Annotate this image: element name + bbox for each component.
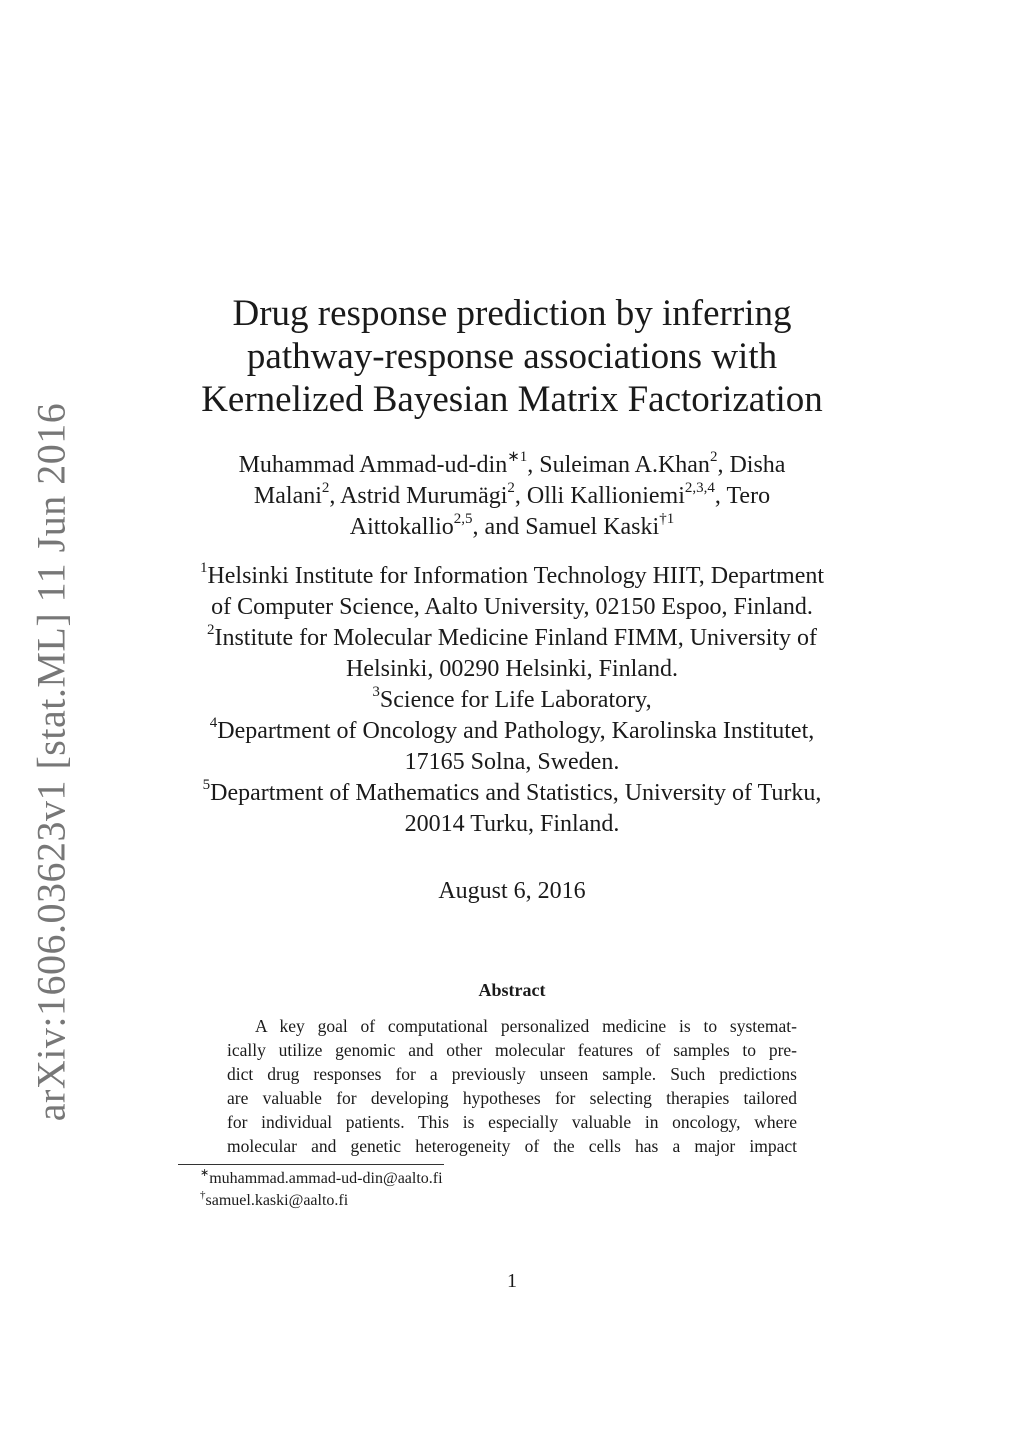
page-number: 1 [507,1270,517,1292]
affiliation-line: 20014 Turku, Finland. [404,811,620,837]
affiliation-line: 17165 Solna, Sweden. [404,749,620,775]
affiliation-text: Science for Life Laboratory, [379,687,652,713]
affiliation-line [120,623,904,654]
affiliation-line: of Computer Science, Aalto University, 02150 Espoo, Finland. [211,594,813,620]
author-name: , and Samuel Kaski [472,514,660,540]
affiliation-line: Helsinki, 00290 Helsinki, Finland. [346,656,678,682]
author-name: , Tero [714,483,771,509]
abstract-line: ically utilize genomic and other molecular features of samples to pre- [227,1040,797,1060]
abstract-body [227,1014,797,1158]
abstract-heading: Abstract [478,980,546,1000]
author-name: , Suleiman A.Khan [527,452,710,478]
affiliation-number: 5 [202,777,211,793]
title-line: Drug response prediction by inferring [232,293,792,334]
affiliation-number: 3 [372,684,380,700]
author-affiliation-mark: 2 [507,480,515,496]
affiliation-text: Helsinki Institute for Information Technology HIIT, Department [207,563,825,589]
abstract-line: dict drug responses for a previously unseen sample. Such predictions [227,1064,797,1084]
footnote [200,1168,443,1190]
affiliation-line [120,716,904,747]
author-name: Malani [253,483,322,509]
title-line: pathway-response associations with [246,336,778,377]
author-name: , Astrid Murumägi [329,483,508,509]
footnote-separator [178,1164,444,1165]
affiliation-text: Institute for Molecular Medicine Finland FIMM, University of [214,625,818,651]
affiliation-list [120,561,904,840]
footnote-email: samuel.kaski@aalto.fi [205,1192,349,1209]
author-affiliation-mark: 2 [321,480,330,496]
author-line [140,512,884,543]
author-name: , Disha [717,452,786,478]
author-list [140,450,884,543]
author-line [140,450,884,481]
author-affiliation-mark: 2,3,4 [684,480,715,496]
arxiv-stamp: arXiv:1606.03623v1 [stat.ML] 11 Jun 2016 [28,402,74,1122]
author-affiliation-mark: †1 [659,511,675,527]
author-name: , Olli Kallioniemi [514,483,685,509]
abstract-line: are valuable for developing hypotheses for selecting therapies tailored [227,1088,797,1108]
abstract-line: for individual patients. This is especially valuable in oncology, where [227,1112,797,1132]
footnote-email: muhammad.ammad-ud-din@aalto.fi [209,1170,443,1187]
affiliation-line [120,778,904,809]
affiliation-text: Department of Mathematics and Statistics, University of Turku, [210,780,822,806]
abstract-line: A key goal of computational personalized medicine is to systemat- [255,1016,797,1036]
affiliation-number: 4 [209,715,218,731]
affiliation-number: 1 [199,560,208,576]
footnote-mark: ∗ [200,1166,210,1179]
author-affiliation-mark: ∗1 [507,449,528,465]
affiliation-text: Department of Oncology and Pathology, Karolinska Institutet, [217,718,815,744]
title-line: Kernelized Bayesian Matrix Factorization [201,379,823,420]
footnote-mark: † [200,1188,206,1201]
author-name: Muhammad Ammad-ud-din [238,452,508,478]
abstract-line: molecular and genetic heterogeneity of the cells has a major impact [227,1136,797,1156]
footnote [200,1190,443,1212]
affiliation-number: 2 [206,622,215,638]
footnotes [200,1168,443,1212]
affiliation-line [120,561,904,592]
author-line [140,481,884,512]
paper-date: August 6, 2016 [438,878,586,904]
affiliation-line [120,685,904,716]
author-name: Aittokallio [349,514,454,540]
author-affiliation-mark: 2 [709,449,718,465]
paper-title [112,292,912,421]
author-affiliation-mark: 2,5 [453,511,473,527]
